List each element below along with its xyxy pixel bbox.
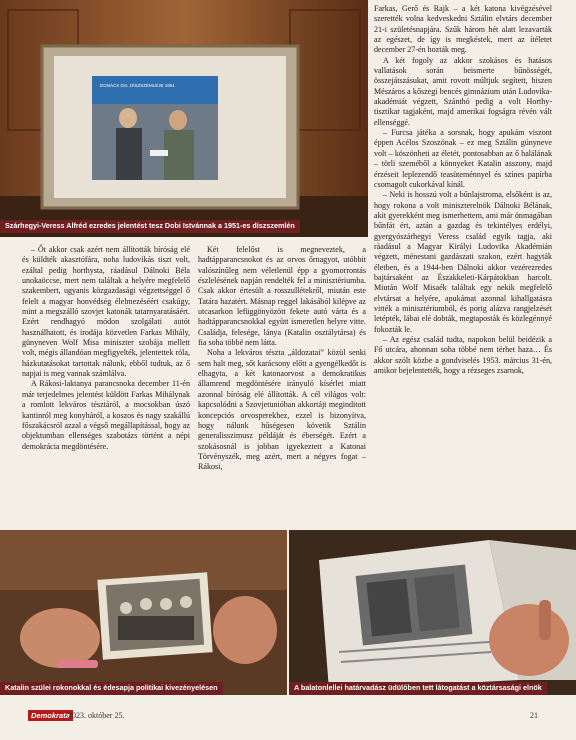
- paragraph: Farkas, Gerő és Rajk – a két katona kivégzésével szerették volna kedveskedni Sztálin elvtárs december 21-i születésnapjára. Szűk három hét alatt lezavarták az egészet, de így is megkéstek, mert az ítéletet december 27-én hozták meg.: [374, 4, 552, 55]
- paragraph: – Neki is hosszú volt a bűnlajstroma, elsőként is az, hogy rokona a volt miniszterelnök Dálnoki Bélának, akit gyerekként meg ismerhettem, ami már önmagában bűnfát ért, aztán a gazdag és tekintélyes erdélyi, gyergyószárhegyi Veress család egyik tagja, aki ráadásul a Magyar Királyi Ludovika Akadémián végzett, ménestani gazdászati szakon, ezért hagyták életben, és a 1944-ben Dálnoki akkor vezérezredes bajtársaként az Északkeleti-Kárpátokban harcolt. Miután Wolf Misaék találtak egy nekik megfelelő elvtársat a helyére, apukámat azonnal kihallgatásra vitték a minisztériumból, és porig alázva rangjelzését letépték, lábai elé dobták, megtaposták és közlegénnyé fokozták le.: [374, 190, 552, 334]
- caption-top-photo: Szárhegyi-Veress Alfréd ezredes jelentést tesz Dobi Istvánnak a 1951-es díszszemlén: [0, 220, 300, 233]
- issue-date: 2023. október 25.: [68, 711, 125, 720]
- paragraph: Noha a lekváros tészta „áldozatai” közül senki sem halt meg, sőt karácsony előtt a gyengélkedőt is elhagyta, a két katonaorvost a demokratikus államrend megdöntésére irányuló kísérlet miatt azonnal bíróság elé állították. A cél világos volt: kapcsolódni a Szovjetunióban akkortájt meginditott koncepciós orvosperekhez, ezzel is bizonyítva, hogy nálunk hűségesen követik Sztálin generalisszimusz példáját és éberségét. Ezért a szokásosnál is jobban igyekeztett a Katonai Törvényszék, meg azért, mert a négyes fogat – Rákosi,: [198, 348, 366, 472]
- paragraph: A Rákosi-laktanya parancsnoka december 11-én már terjedelmes jelentést küldött Farkas Mihálynak a romlott lekváros tésztáról, a mocsokban úszó kantinról meg konyháról, a koszos és nagy szakállú főszakácsról azzal a végső megállapítással, hogy az objektumban ellenséges szabotázs történt a népi demokrácia megdöntésére.: [22, 379, 190, 451]
- book-photo-illustration: [289, 530, 576, 695]
- frame-inner-text: DONÁCS Drs. DÍSZSZEMLÉJE 1951: [100, 83, 175, 88]
- paragraph: A két fogoly az akkor szokásos és hatásos vallatások során beismerte bűnösségét, összejátszásukat, amit rovott múltjuk segített, hiszen Mészáros a kőszegi bencés gimnázium után Ludovika-akadémiát végzett, Szánthó pedig a volt Horthy-tisztikar tagjaként, majd amerikai fogságra révén vált ellenséggé.: [374, 55, 552, 127]
- framed-photo-illustration: [0, 0, 368, 237]
- page-footer: [0, 708, 576, 728]
- caption-bottom-right-photo: A balatonlellei határvadász üdülőben tett látogatást a köztársasági elnök: [289, 682, 547, 695]
- article-column-left: [22, 245, 190, 452]
- paragraph: Két felelőst is megneveztek, a hadtápparancsnokot és az orvos őrnagyot, utóbbit valószínűleg nem véletlenül épp a gyomorrontás észlelésének napján rendelték fel a minisztériumba. Csak akkor értesült a rosszullétekről, miután este Tatára hazatért. Másnap reggel lakásából kilépve az utcasarkon lefüggönyözött fekete autó várta és a hadtápparancsnokkal együtt ismeretlen helyre vitte. Családja, felesége, lánya (Katalin osztálytársa) és fia soha többé nem látta.: [198, 245, 366, 348]
- article-column-middle: [198, 245, 366, 473]
- paragraph: – Őt akkor csak azért nem állították bíróság elé és küldték akasztófára, noha ludovikás tiszt volt, ezáltal pedig horthysta, ráadásul Dálnoki Béla unokaöccse, mert nem találtak a helyére megfelelő szakembert, ugyanis közgazdasági végzettséggel ő felelt a magyar honvédség élelmezéséért csakúgy, mint a megszálló szovjet katonák tatarnyaratásáért. Ezért rendhagyó módon szolgálati autót használhatott, és irodája közvetlen Farkas Mihály, günyneven Wolf Misa miniszter szobája mellett volt, mégis állandóan megfigyelték, jelentettek róla, házkutatásokat tartottak nálunk, ebből tudtuk, az ő napjai is meg vannak számlálva.: [22, 245, 190, 379]
- article-column-right-top: [374, 4, 552, 376]
- page-number: 21: [530, 711, 538, 720]
- photo-family-picture: [0, 530, 287, 695]
- paragraph: – Furcsa játéka a sorsnak, hogy apukám viszont éppen Acélos Szoszónak – ez meg Sztálin gúnyneve volt – köszönheti az életét, pontosabban az ő halálának – törli szeméből a könnyeket Katalin asszony, majd érzéseit leplezendő teasüteménnyel és színes papírba csomagolt cukorkával kínál.: [374, 128, 552, 189]
- photo-framed-picture: [0, 0, 368, 237]
- paragraph: – Az egész család tudta, napokon belül beidézik a Fő utcára, ahonnan soha többé nem térhet haza… És akkor szólt közbe a gondviselés 1953. március 31-én, amikor bejelentették, hogy a rézseges zsarnok,: [374, 335, 552, 376]
- family-photo-illustration: [0, 530, 287, 695]
- magazine-logo: Demokrata: [28, 710, 73, 721]
- photo-book-picture: [289, 530, 576, 695]
- caption-bottom-left-photo: Katalin szülei rokonokkal és édesapja politikai kivezényelésen: [0, 682, 223, 695]
